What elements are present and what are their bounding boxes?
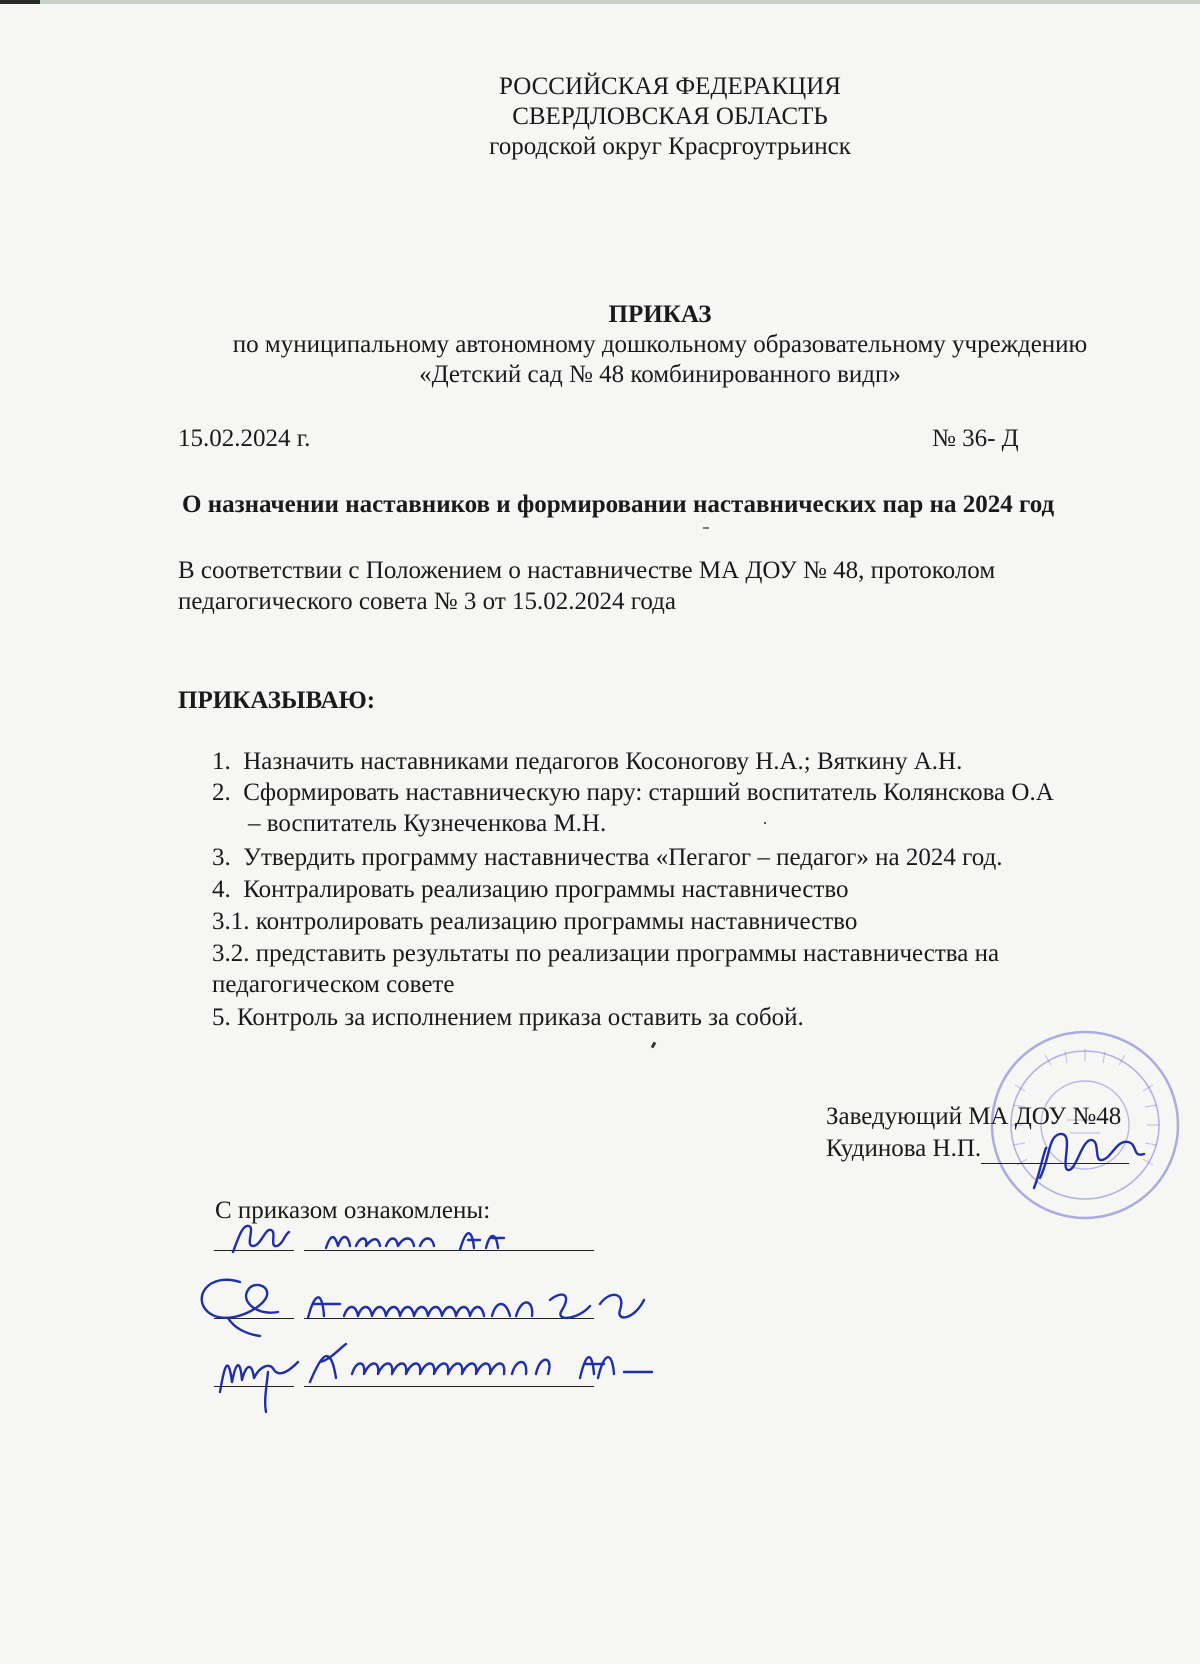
item-number: 2. [212, 779, 231, 806]
document-header [0, 72, 1200, 162]
list-item [212, 875, 849, 905]
header-district: городской округ Красргоутрьинск [489, 133, 851, 160]
handwritten-name-2 [300, 1280, 660, 1330]
list-item [212, 778, 1054, 808]
scan-speck [703, 527, 709, 529]
item-text: Сформировать наставническую пару: старший воспитатель Колянскова О.А [243, 779, 1054, 806]
director-signature [1020, 1118, 1160, 1198]
list-item-continuation [248, 809, 606, 839]
order-title: ПРИКАЗ [608, 301, 712, 328]
scan-speck [651, 1042, 657, 1049]
order-heading [0, 300, 1200, 390]
institution-name: «Детский сад № 48 комбинированного видп» [419, 361, 901, 388]
subitem: 3.2. представить результаты по реализации программы наставничества на [212, 940, 1000, 967]
header-region: СВЕРДЛОВСКАЯ ОБЛАСТЬ [512, 103, 828, 130]
order-number: № 36- Д [932, 425, 1019, 452]
item-text: – воспитатель Кузнеченкова М.Н. [248, 810, 607, 837]
item-number: 4. [212, 876, 231, 903]
subitem: 3.1. контролировать реализацию программы наставничество [212, 908, 858, 935]
order-subtitle: по муниципальному автономному дошкольному образовательному учреждению [232, 331, 1088, 358]
acknowledgement-label: С приказом ознакомлены: [215, 1197, 491, 1224]
signatory-name: Кудинова Н.П. [826, 1135, 982, 1162]
order-subject: О назначении наставников и формировании наставнических пар на 2024 год [182, 491, 1055, 518]
handwritten-signature-1 [225, 1216, 295, 1260]
signatory-position: Заведующий МА ДОУ №48 [826, 1103, 1122, 1130]
item-text: Контралировать реализацию программы наставничество [243, 876, 849, 903]
item-text: Утвердить программу наставничества «Пегагог – педагог» на 2024 год. [243, 844, 1003, 871]
preamble-line-2: педагогического совета № 3 от 15.02.2024 года [178, 588, 676, 615]
handwritten-signature-3 [210, 1332, 310, 1416]
item-number: 1. [212, 748, 231, 775]
header-country: РОССИЙСКАЯ ФЕДЕРАКЦИЯ [499, 73, 841, 100]
item-number: 3. [212, 844, 231, 871]
scan-speck [764, 822, 766, 824]
subitem: 5. Контроль за исполнением приказа оставить за собой. [212, 1004, 804, 1031]
handwritten-name-3 [300, 1334, 680, 1390]
order-date: 15.02.2024 г. [178, 425, 311, 452]
directive-heading: ПРИКАЗЫВАЮ: [178, 687, 376, 714]
list-item [212, 747, 962, 777]
scan-edge [0, 0, 1200, 4]
handwritten-name-1 [320, 1222, 600, 1258]
preamble-line-1: В соответствии с Положением о наставничестве МА ДОУ № 48, протоколом [178, 557, 996, 584]
item-text: Назначить наставниками педагогов Косоногову Н.А.; Вяткину А.Н. [243, 748, 963, 775]
subitem: педагогическом совете [212, 971, 455, 998]
list-item [212, 843, 1003, 873]
